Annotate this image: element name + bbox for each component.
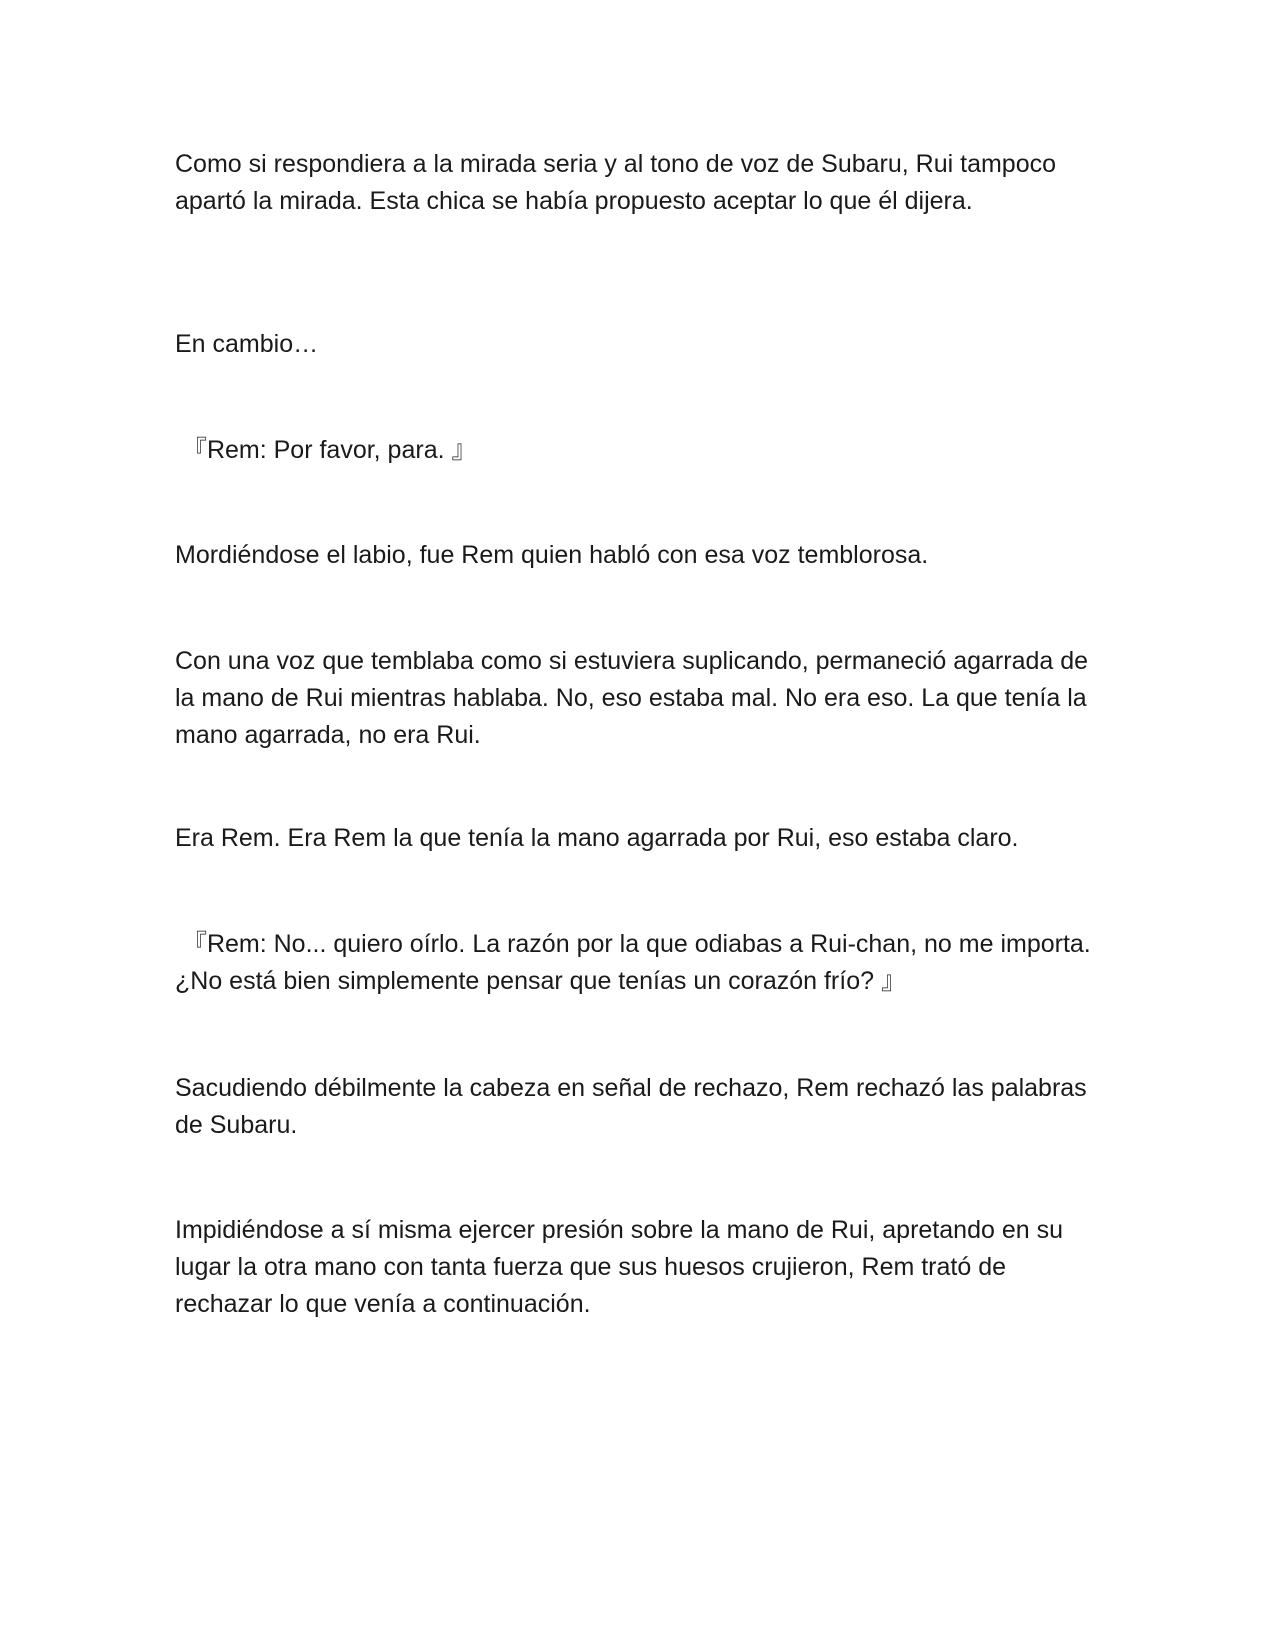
paragraph-4: Con una voz que temblaba como si estuviera suplicando, permaneció agarrada de la mano de Rui mientras hablaba. No, eso estaba mal. No era eso. La que tenía la mano agarrada, no era Rui. [175, 647, 1089, 749]
paragraph-3: Mordiéndose el labio, fue Rem quien habló con esa voz temblorosa. [175, 541, 929, 569]
paragraph-2: En cambio… [175, 330, 319, 358]
paragraph-7: Impidiéndose a sí misma ejercer presión sobre la mano de Rui, apretando en su lugar la otra mano con tanta fuerza que sus huesos crujieron, Rem trató de rechazar lo que venía a continuación. [175, 1216, 1063, 1318]
dialogue-1: 『Rem: Por favor, para. 』 [175, 436, 477, 464]
paragraph-5: Era Rem. Era Rem la que tenía la mano agarrada por Rui, eso estaba claro. [175, 824, 1019, 852]
paragraph-6: Sacudiendo débilmente la cabeza en señal de rechazo, Rem rechazó las palabras de Subaru. [175, 1074, 1087, 1139]
dialogue-2: 『Rem: No... quiero oírlo. La razón por la que odiabas a Rui-chan, no me importa. ¿No está bien simplemente pensar que tenías un corazón frío? 』 [175, 930, 1091, 995]
paragraph-1: Como si respondiera a la mirada seria y al tono de voz de Subaru, Rui tampoco apartó la mirada. Esta chica se había propuesto aceptar lo que él dijera. [175, 150, 1057, 215]
